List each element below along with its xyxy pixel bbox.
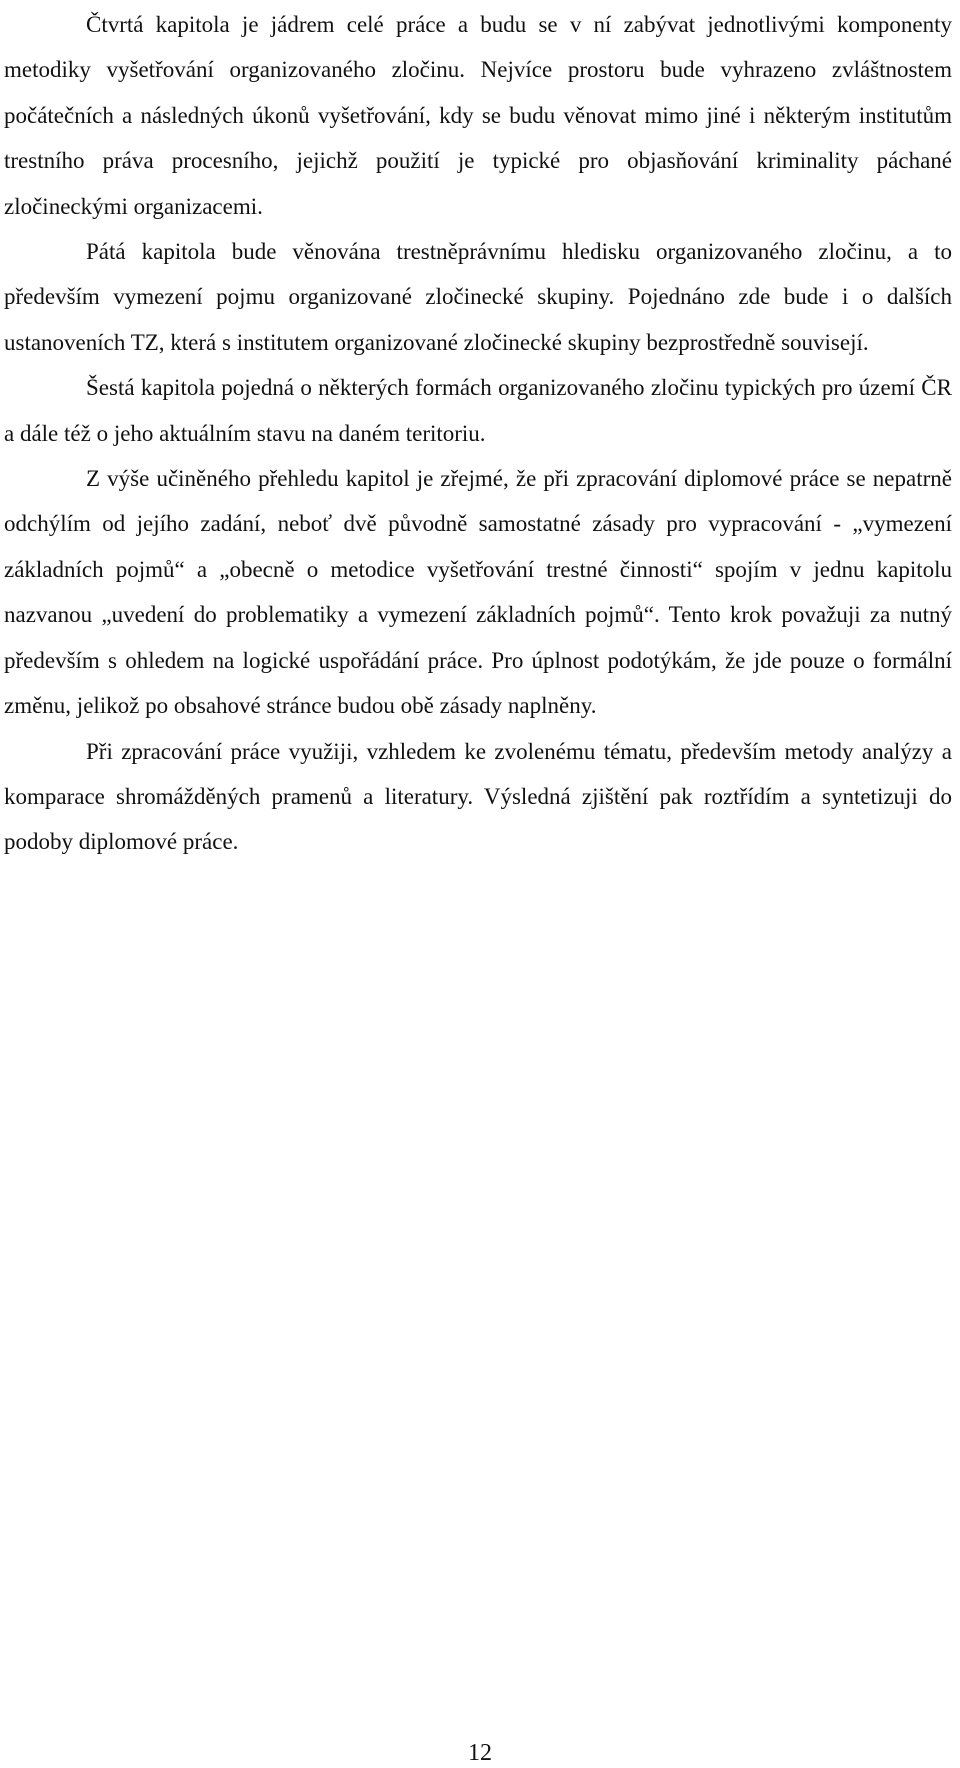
paragraph-chapter-five: Pátá kapitola bude věnována trestněprávnímu hledisku organizovaného zločinu, a to především vymezení pojmu organizované zločinecké skupiny. Pojednáno zde bude i o dalších ustanoveních TZ, která s institutem organizované zločinecké skupiny bezprostředně souvisejí. [4, 239, 952, 355]
body-text [4, 0, 952, 865]
page-number: 12 [468, 1740, 492, 1766]
paragraph-chapter-six: Šestá kapitola pojedná o některých formách organizovaného zločinu typických pro území ČR a dále též o jeho aktuálním stavu na daném teritoriu. [4, 375, 952, 446]
paragraph-deviation-from-assignment: Z výše učiněného přehledu kapitol je zřejmé, že při zpracování diplomové práce se nepatrně odchýlím od jejího zadání, neboť dvě původně samostatné zásady pro vypracování - „vymezení základních pojmů“ a „obecně o metodice vyšetřování trestné činnosti“ spojím v jednu kapitolu nazvanou „uvedení do problematiky a vymezení základních pojmů“. Tento krok považuji za nutný především s ohledem na logické uspořádání práce. Pro úplnost podotýkám, že jde pouze o formální změnu, jelikož po obsahové stránce budou obě zásady naplněny. [4, 466, 952, 719]
paragraph-chapter-four: Čtvrtá kapitola je jádrem celé práce a budu se v ní zabývat jednotlivými komponenty metodiky vyšetřování organizovaného zločinu. Nejvíce prostoru bude vyhrazeno zvláštnostem počátečních a následných úkonů vyšetřování, kdy se budu věnovat mimo jiné i některým institutům trestního práva procesního, jejichž použití je typické pro objasňování kriminality páchané zločineckými organizacemi. [4, 12, 952, 219]
paragraph-methods: Při zpracování práce využiji, vzhledem ke zvolenému tématu, především metody analýzy a komparace shromážděných pramenů a literatury. Výsledná zjištění pak roztřídím a syntetizuji do podoby diplomové práce. [4, 738, 952, 855]
